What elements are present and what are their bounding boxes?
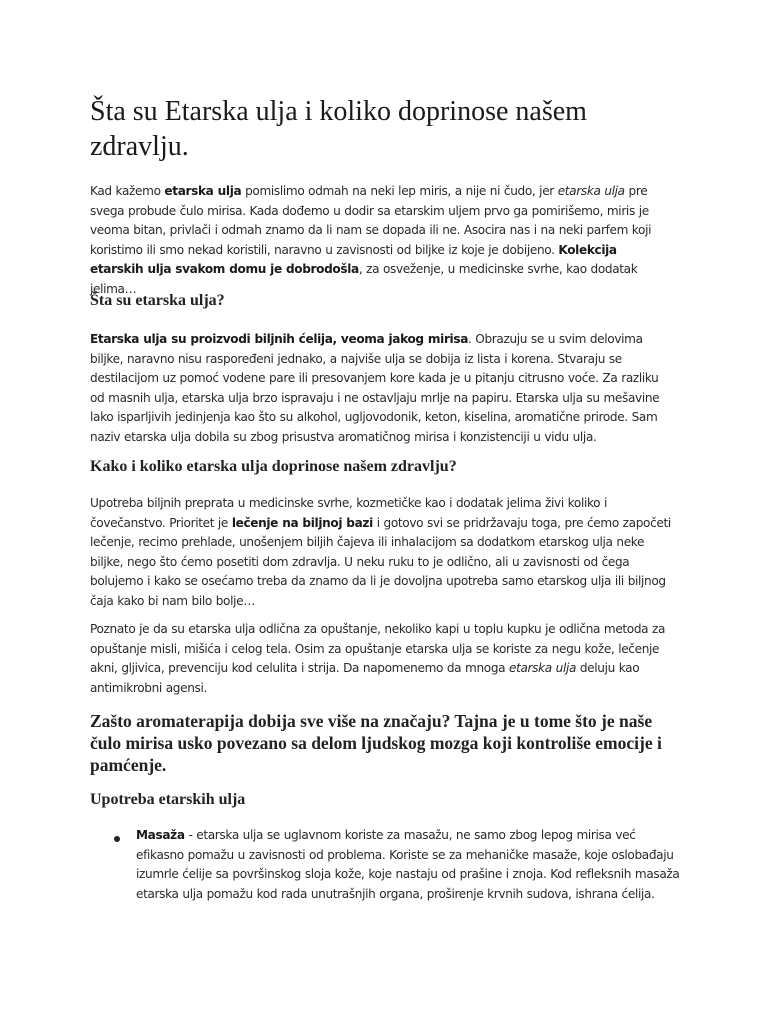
section2-p2-italic-1: etarska ulja [509,661,577,675]
list-bullet [114,836,120,842]
section-heading-what-are-oils: Šta su etarska ulja? [90,292,225,309]
section-heading-health-benefits: Kako i koliko etarska ulja doprinose našem zdravlju? [90,458,457,475]
intro-text-3: pre svega probude čulo mirisa. Kada dođemo u dodir sa etarskim uljem prvo ga pomirišemo, miris je veoma bitan, privlači i odmah znamo da li nam se dopada ili ne. Asocira nas i na neki parfem koji koristimo ili smo nekad koristili, naravno u zavisnosti od biljke iz koje je dobijeno. [90,184,652,257]
intro-paragraph [90,182,672,299]
list-item-label: Masaža [136,828,185,842]
list-item-text: - etarska ulja se uglavnom koriste za masažu, ne samo zbog lepog mirisa već efikasno pomažu u zavisnosti od problema. Koriste se za mehaničke masaže, koje oslobađaju izumrle ćelije sa površinskog sloja kože, koje nastaju od prašine i znoja. Kod refleksnih masaža etarska ulja pomažu kod rada unutrašnjih organa, proširenje krvnih sudova, ishrana ćelija. [136,828,680,901]
list-item-massage [136,826,682,904]
section-heading-uses: Upotreba etarskih ulja [90,791,246,808]
section1-paragraph [90,330,672,447]
section2-p1-bold-1: lečenje na biljnoj bazi [231,515,373,530]
section1-bold-1: Etarska ulja su proizvodi biljnih ćelija, veoma jakog mirisa [90,332,469,346]
page-title: Šta su Etarska ulja i koliko doprinose našem zdravlju. [90,96,587,162]
intro-bold-1: etarska ulja [164,184,242,198]
section2-p1-text-1: Upotreba biljnih preprata u medicinske svrhe, kozmetičke kao i dodatak jelima živi koliko i čovečanstvo. Prioritet je [90,496,608,530]
section2-paragraph-2 [90,620,672,698]
section2-p2-text-2: deluju kao antimikrobni agensi. [90,661,640,695]
intro-bold-2: Kolekcija etarskih ulja svakom domu je dobrodošla [90,242,617,276]
intro-text-4: , za osveženje, u medicinske svrhe, kao dodatak jelima… [90,262,638,296]
section2-p1-text-2: i gotovo svi se pridržavaju toga, pre ćemo započeti lečenje, recimo prehlade, unošenjem biljih čajeva ili inhalacijom sa dodatkom etarskog ulja neke biljke, nego što ćemo posetiti dom zdravlja. U neku ruku to je odlično, ali u zavisnosti od čega bolujemo i kako se osećamo treba da znamo da li je dovoljna upotreba samo etarskog ulja ili biljnog čaja kako bi nam bilo bolje… [90,515,671,608]
intro-italic-1: etarska ulja [557,184,625,198]
intro-text-1: Kad kažemo [90,184,165,198]
section1-text-1: . Obrazuju se u svim delovima biljke, naravno nisu raspoređeni jednako, a najviše ulja se dobija iz lista i korena. Stvaraju se destilacijom uz pomoć vodene pare ili presovanjem kore kada je u pitanju citrusno voće. Za razliku od masnih ulja, etarska ulja brzo ispravaju i ne ostavljaju mrlje na papiru. Etarska ulja su mešavine lako isparljivih jedinjenja kao što su alkohol, ugljovodonik, keton, kiselina, aromatične prirode. Sam naziv etarska ulja dobila su zbog prisustva aromatičnog mirisa i konzistenciji u vidu ulja. [90,332,660,444]
intro-text-2: pomislimo odmah na neki lep miris, a nije ni čudo, jer [241,184,558,198]
section2-paragraph-1 [90,494,672,611]
section2-p2-text-1: Poznato je da su etarska ulja odlična za opuštanje, nekoliko kapi u toplu kupku je odlična metoda za opuštanje misli, mišića i celog tela. Osim za opuštanje etarska ulja se koriste za negu kože, lečenje akni, gljivica, prevenciju kod celulita i strija. Da napomenemo da mnoga [90,622,666,675]
aromatherapy-callout: Zašto aromaterapija dobija sve više na značaju? Tajna je u tome što je naše čulo mirisa usko povezano sa delom ljudskog mozga koji kontroliše emocije i pamćenje. [90,711,662,775]
